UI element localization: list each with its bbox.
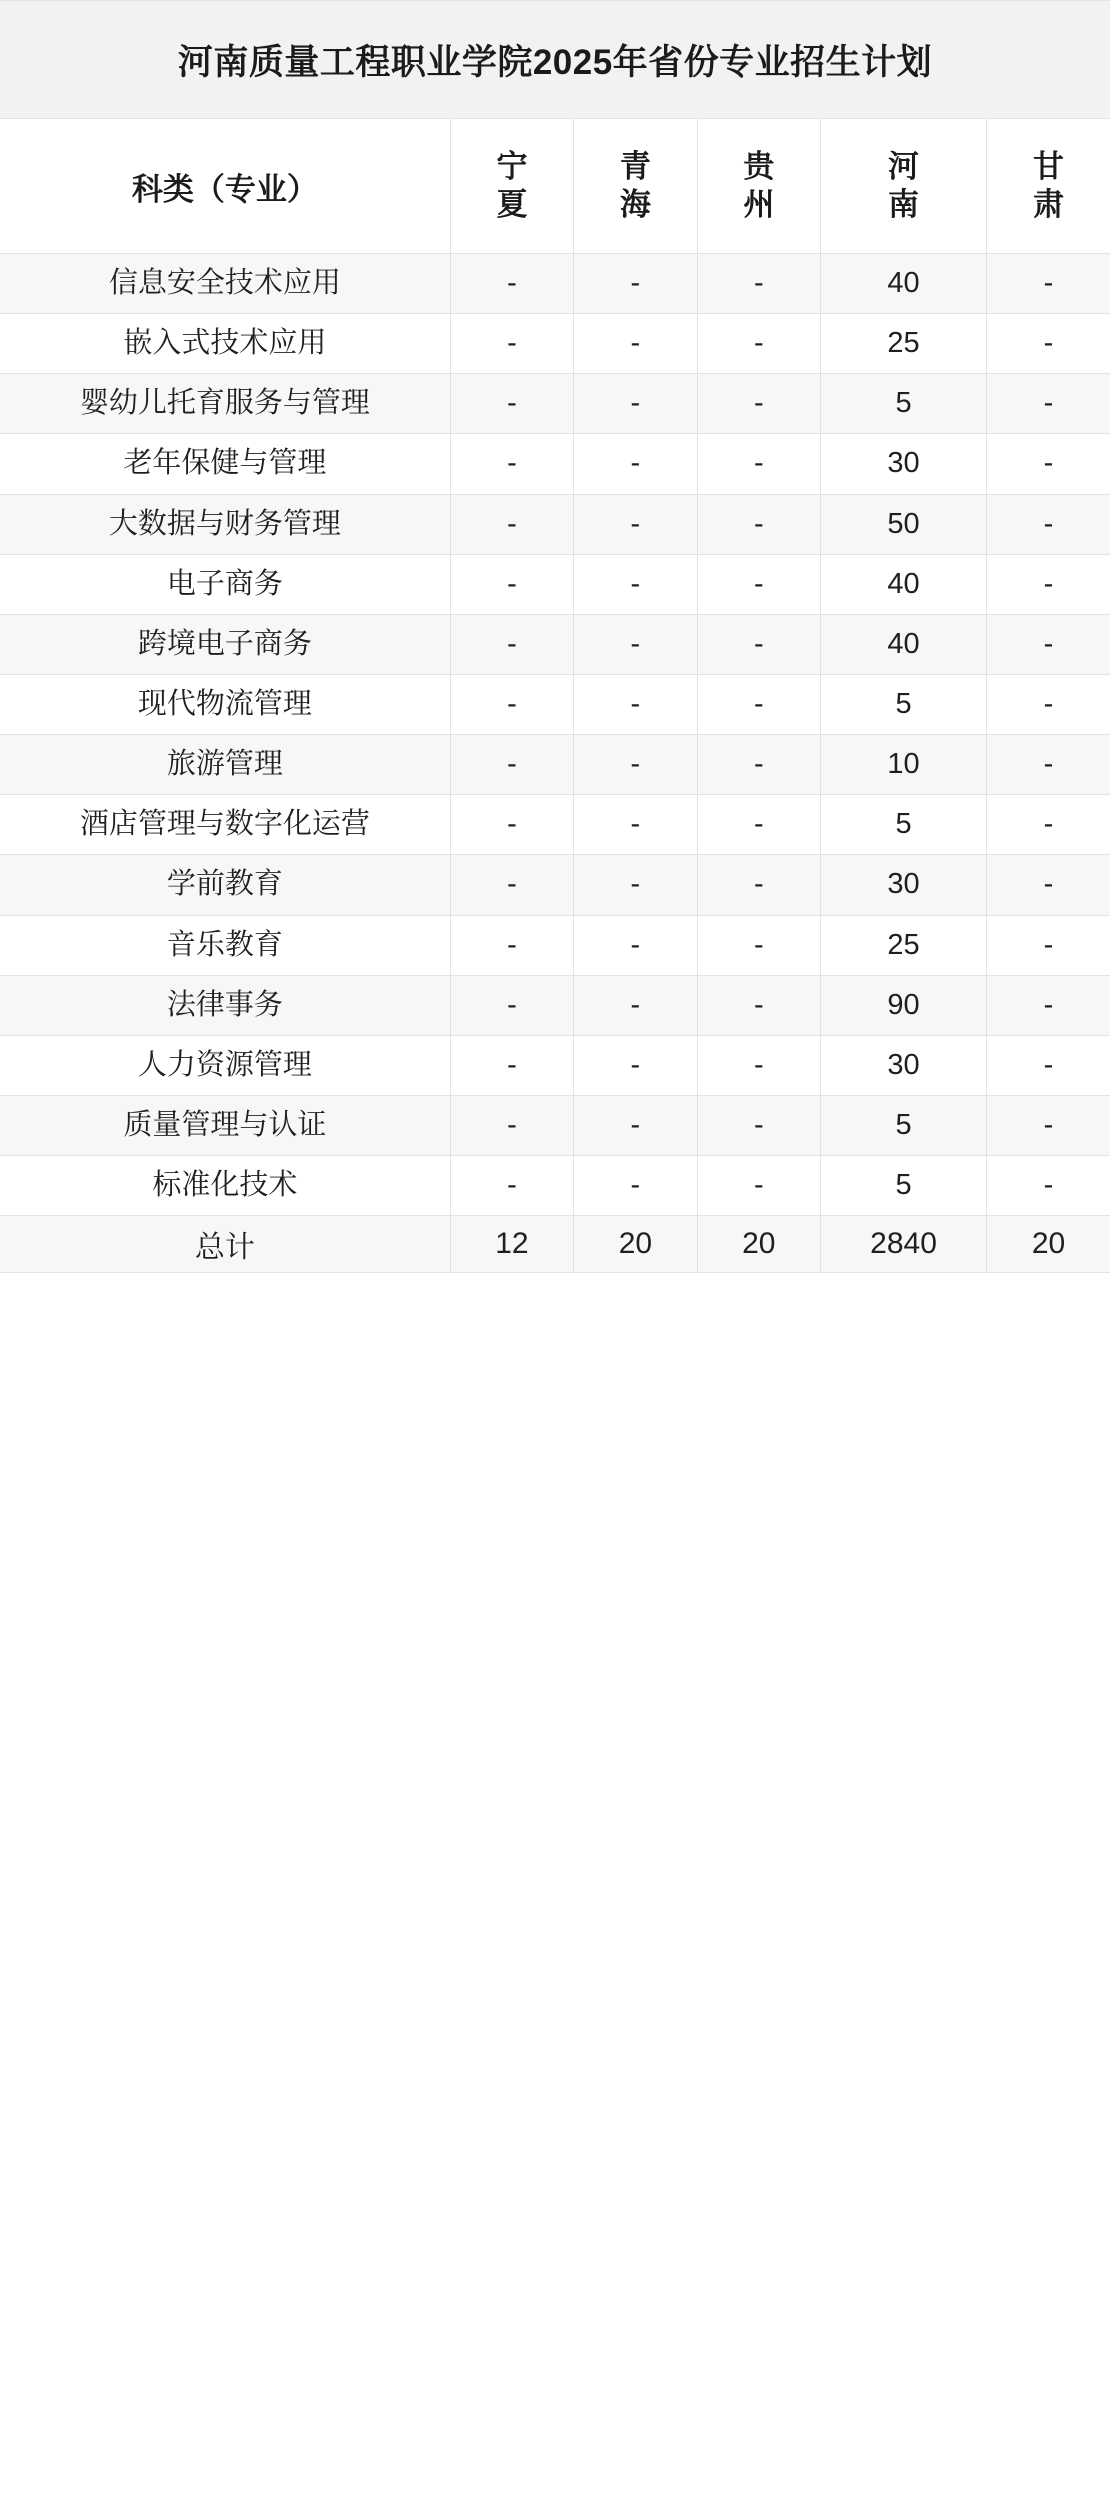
quota-cell-gansu: - bbox=[987, 314, 1110, 374]
column-header-qinghai bbox=[574, 119, 697, 254]
quota-cell-qinghai: - bbox=[574, 1156, 697, 1216]
total-label-cell: 总计 bbox=[0, 1216, 450, 1273]
quota-cell-henan: 90 bbox=[821, 975, 987, 1035]
table-row bbox=[0, 1035, 1110, 1095]
quota-cell-henan: 30 bbox=[821, 1035, 987, 1095]
major-name-cell: 电子商务 bbox=[0, 554, 450, 614]
major-name-cell: 人力资源管理 bbox=[0, 1035, 450, 1095]
quota-cell-qinghai: - bbox=[574, 975, 697, 1035]
major-name-cell: 酒店管理与数字化运营 bbox=[0, 795, 450, 855]
column-header-label: 贵州 bbox=[743, 149, 775, 222]
table-row bbox=[0, 1095, 1110, 1155]
quota-cell-qinghai: - bbox=[574, 614, 697, 674]
quota-cell-guizhou: - bbox=[697, 1095, 820, 1155]
quota-cell-gansu: - bbox=[987, 915, 1110, 975]
quota-cell-qinghai: - bbox=[574, 1035, 697, 1095]
table-row bbox=[0, 975, 1110, 1035]
quota-cell-ningxia: - bbox=[450, 374, 573, 434]
table-head bbox=[0, 1, 1110, 254]
quota-cell-gansu: - bbox=[987, 614, 1110, 674]
quota-cell-guizhou: - bbox=[697, 494, 820, 554]
total-cell-ningxia: 12 bbox=[450, 1216, 573, 1273]
column-header-guizhou bbox=[697, 119, 820, 254]
quota-cell-ningxia: - bbox=[450, 1035, 573, 1095]
table-row bbox=[0, 614, 1110, 674]
quota-cell-henan: 40 bbox=[821, 554, 987, 614]
total-cell-henan: 2840 bbox=[821, 1216, 987, 1273]
column-header-gansu bbox=[987, 119, 1110, 254]
quota-cell-gansu: - bbox=[987, 554, 1110, 614]
total-row bbox=[0, 1216, 1110, 1273]
quota-cell-qinghai: - bbox=[574, 735, 697, 795]
quota-cell-henan: 50 bbox=[821, 494, 987, 554]
quota-cell-gansu: - bbox=[987, 1156, 1110, 1216]
table-row bbox=[0, 494, 1110, 554]
quota-cell-qinghai: - bbox=[574, 855, 697, 915]
quota-cell-qinghai: - bbox=[574, 674, 697, 734]
table-row bbox=[0, 554, 1110, 614]
quota-cell-ningxia: - bbox=[450, 735, 573, 795]
quota-cell-guizhou: - bbox=[697, 1035, 820, 1095]
quota-cell-ningxia: - bbox=[450, 434, 573, 494]
table-row bbox=[0, 795, 1110, 855]
quota-cell-guizhou: - bbox=[697, 374, 820, 434]
table-row bbox=[0, 735, 1110, 795]
quota-cell-qinghai: - bbox=[574, 254, 697, 314]
quota-cell-ningxia: - bbox=[450, 915, 573, 975]
major-name-cell: 学前教育 bbox=[0, 855, 450, 915]
quota-cell-ningxia: - bbox=[450, 314, 573, 374]
major-name-cell: 婴幼儿托育服务与管理 bbox=[0, 374, 450, 434]
quota-cell-henan: 10 bbox=[821, 735, 987, 795]
quota-cell-qinghai: - bbox=[574, 915, 697, 975]
quota-cell-ningxia: - bbox=[450, 494, 573, 554]
major-name-cell: 旅游管理 bbox=[0, 735, 450, 795]
major-name-cell: 标准化技术 bbox=[0, 1156, 450, 1216]
total-cell-qinghai: 20 bbox=[574, 1216, 697, 1273]
table-row bbox=[0, 254, 1110, 314]
column-header-label: 河南 bbox=[888, 149, 920, 222]
column-header-label: 甘肃 bbox=[1033, 149, 1064, 222]
quota-cell-ningxia: - bbox=[450, 254, 573, 314]
major-name-cell: 现代物流管理 bbox=[0, 674, 450, 734]
quota-cell-ningxia: - bbox=[450, 795, 573, 855]
table-row bbox=[0, 374, 1110, 434]
quota-cell-henan: 30 bbox=[821, 855, 987, 915]
quota-cell-qinghai: - bbox=[574, 434, 697, 494]
quota-cell-qinghai: - bbox=[574, 554, 697, 614]
quota-cell-henan: 40 bbox=[821, 614, 987, 674]
quota-cell-henan: 25 bbox=[821, 915, 987, 975]
quota-cell-henan: 30 bbox=[821, 434, 987, 494]
major-name-cell: 质量管理与认证 bbox=[0, 1095, 450, 1155]
major-name-cell: 嵌入式技术应用 bbox=[0, 314, 450, 374]
quota-cell-guizhou: - bbox=[697, 674, 820, 734]
quota-cell-qinghai: - bbox=[574, 1095, 697, 1155]
quota-cell-guizhou: - bbox=[697, 614, 820, 674]
quota-cell-qinghai: - bbox=[574, 494, 697, 554]
column-header-label: 宁夏 bbox=[496, 149, 528, 222]
page-title: 河南质量工程职业学院2025年省份专业招生计划 bbox=[0, 1, 1110, 119]
quota-cell-henan: 5 bbox=[821, 674, 987, 734]
quota-cell-ningxia: - bbox=[450, 614, 573, 674]
quota-cell-henan: 5 bbox=[821, 1156, 987, 1216]
total-cell-guizhou: 20 bbox=[697, 1216, 820, 1273]
total-cell-gansu: 20 bbox=[987, 1216, 1110, 1273]
major-name-cell: 跨境电子商务 bbox=[0, 614, 450, 674]
major-name-cell: 法律事务 bbox=[0, 975, 450, 1035]
quota-cell-gansu: - bbox=[987, 254, 1110, 314]
table-row bbox=[0, 674, 1110, 734]
quota-cell-gansu: - bbox=[987, 1095, 1110, 1155]
quota-cell-ningxia: - bbox=[450, 674, 573, 734]
table-row bbox=[0, 915, 1110, 975]
table-row bbox=[0, 855, 1110, 915]
quota-cell-gansu: - bbox=[987, 855, 1110, 915]
column-header-label: 青海 bbox=[619, 149, 651, 222]
quota-cell-henan: 40 bbox=[821, 254, 987, 314]
quota-cell-ningxia: - bbox=[450, 1095, 573, 1155]
major-name-cell: 大数据与财务管理 bbox=[0, 494, 450, 554]
quota-cell-henan: 5 bbox=[821, 1095, 987, 1155]
quota-cell-qinghai: - bbox=[574, 374, 697, 434]
quota-cell-guizhou: - bbox=[697, 314, 820, 374]
column-header-major: 科类（专业） bbox=[0, 119, 450, 254]
table-row bbox=[0, 1156, 1110, 1216]
quota-cell-gansu: - bbox=[987, 795, 1110, 855]
major-name-cell: 老年保健与管理 bbox=[0, 434, 450, 494]
column-header-henan bbox=[821, 119, 987, 254]
quota-cell-gansu: - bbox=[987, 975, 1110, 1035]
quota-cell-qinghai: - bbox=[574, 795, 697, 855]
quota-cell-henan: 25 bbox=[821, 314, 987, 374]
quota-cell-ningxia: - bbox=[450, 1156, 573, 1216]
quota-cell-guizhou: - bbox=[697, 795, 820, 855]
column-header-ningxia bbox=[450, 119, 573, 254]
quota-cell-ningxia: - bbox=[450, 554, 573, 614]
quota-cell-gansu: - bbox=[987, 434, 1110, 494]
quota-cell-gansu: - bbox=[987, 735, 1110, 795]
quota-cell-guizhou: - bbox=[697, 915, 820, 975]
quota-cell-guizhou: - bbox=[697, 855, 820, 915]
quota-cell-guizhou: - bbox=[697, 735, 820, 795]
header-row bbox=[0, 119, 1110, 254]
quota-cell-gansu: - bbox=[987, 674, 1110, 734]
quota-cell-qinghai: - bbox=[574, 314, 697, 374]
quota-cell-guizhou: - bbox=[697, 434, 820, 494]
quota-cell-henan: 5 bbox=[821, 795, 987, 855]
quota-cell-guizhou: - bbox=[697, 1156, 820, 1216]
table-row bbox=[0, 434, 1110, 494]
quota-cell-guizhou: - bbox=[697, 554, 820, 614]
quota-cell-henan: 5 bbox=[821, 374, 987, 434]
quota-cell-ningxia: - bbox=[450, 975, 573, 1035]
quota-cell-guizhou: - bbox=[697, 254, 820, 314]
quota-cell-guizhou: - bbox=[697, 975, 820, 1035]
quota-cell-ningxia: - bbox=[450, 855, 573, 915]
quota-cell-gansu: - bbox=[987, 374, 1110, 434]
table-row bbox=[0, 314, 1110, 374]
title-row bbox=[0, 1, 1110, 119]
quota-cell-gansu: - bbox=[987, 494, 1110, 554]
major-name-cell: 音乐教育 bbox=[0, 915, 450, 975]
quota-cell-gansu: - bbox=[987, 1035, 1110, 1095]
table-body bbox=[0, 254, 1110, 1273]
major-name-cell: 信息安全技术应用 bbox=[0, 254, 450, 314]
